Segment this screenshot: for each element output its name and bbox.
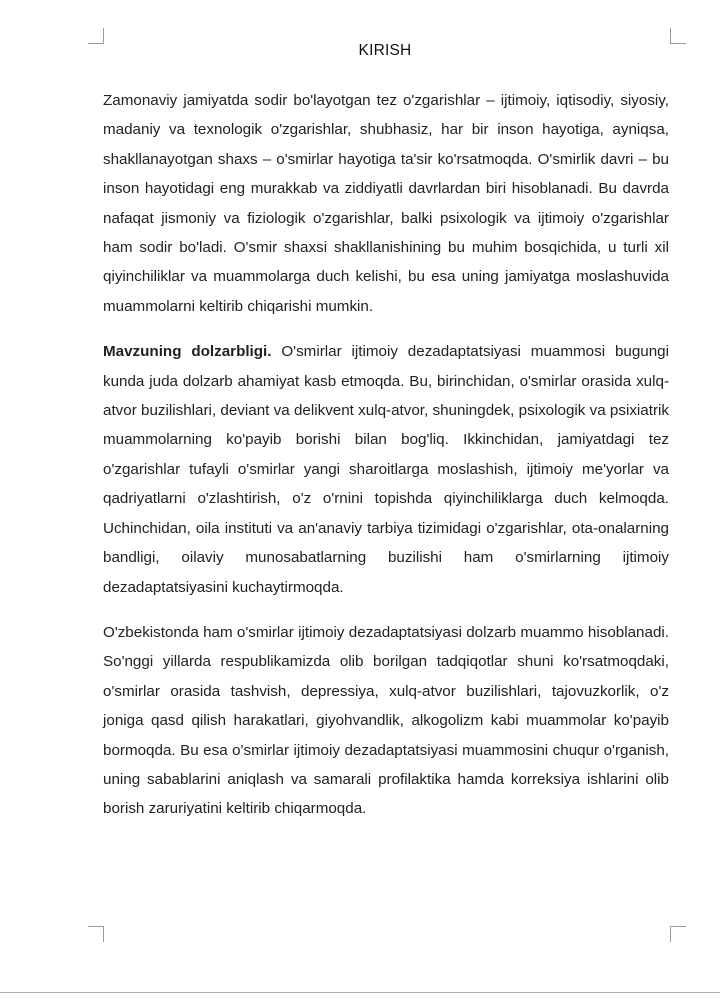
document-body — [103, 86, 669, 840]
paragraph-1-text: Zamonaviy jamiyatda sodir bo'layotgan tez o'zgarishlar – ijtimoiy, iqtisodiy, siyosiy, madaniy va texnologik o'zgarishlar, shubhasiz, har bir inson hayotiga, ayniqsa, shakllanayotgan shaxs – o'smirlar hayotiga ta'sir ko'rsatmoqda. O'smirlik davri – bu inson hayotidagi eng murakkab va ziddiyatli davrlardan biri hisoblanadi. Bu davrda nafaqat jismoniy va fiziologik o'zgarishlar, balki psixologik va ijtimoiy o'zgarishlar ham sodir bo'ladi. O'smir shaxsi shakllanishining bu muhim bosqichida, u turli xil qiyinchiliklar va muammolarga duch kelishi, bu esa uning jamiyatga moslashuvida muammolarni keltirib chiqarishi mumkin. — [103, 92, 669, 315]
paragraph-3-text: O'zbekistonda ham o'smirlar ijtimoiy dezadaptatsiyasi dolzarb muammo hisoblanadi. So'nggi yillarda respublikamizda olib borilgan tadqiqotlar shuni ko'rsatmoqdaki, o'smirlar orasida tashvish, depressiya, xulq-atvor buzilishlari, tajovuzkorlik, o'z joniga qasd qilish harakatlari, giyohvandlik, alkogolizm kabi muammolar ko'payib bormoqda. Bu esa o'smirlar ijtimoiy dezadaptatsiyasi muammosini chuqur o'rganish, uning sabablarini aniqlash va samarali profilaktika hamda korreksiya ishlarini olib borish zaruriyatini keltirib chiqarmoqda. — [103, 623, 669, 818]
paragraph-2-lead: Mavzuning dolzarbligi. — [103, 343, 272, 361]
paragraph-intro — [103, 86, 669, 321]
paragraph-2-text: O'smirlar ijtimoiy dezadaptatsiyasi muammosi bugungi kunda juda dolzarb ahamiyat kasb etmoqda. Bu, birinchidan, o'smirlar orasida xulq-atvor buzilishlari, deviant va delikvent xulq-atvor, shuningdek, psixologik va psixiatrik muammolarning ko'payib borishi bilan bog'liq. Ikkinchidan, jamiyatdagi tez o'zgarishlar tufayli o'smirlar yangi sharoitlarga moslashish, ijtimoiy me'yorlar va qadriyatlarni o'zlashtirish, o'z o'rnini topishda qiyinchiliklarga duch kelmoqda. Uchinchidan, oila instituti va an'anaviy tarbiya tizimidagi o'zgarishlar, ota-onalarning bandligi, oilaviy munosabatlarning buzilishi ham o'smirlarning ijtimoiy dezadaptatsiyasini kuchaytirmoqda. — [103, 343, 669, 596]
crop-mark-bottom-right — [670, 926, 686, 942]
crop-mark-bottom-left — [88, 926, 104, 942]
paragraph-relevance — [103, 337, 669, 602]
paragraph-uzbekistan — [103, 618, 669, 824]
document-title: KIRISH — [358, 42, 412, 59]
page-bottom-edge — [0, 992, 720, 993]
